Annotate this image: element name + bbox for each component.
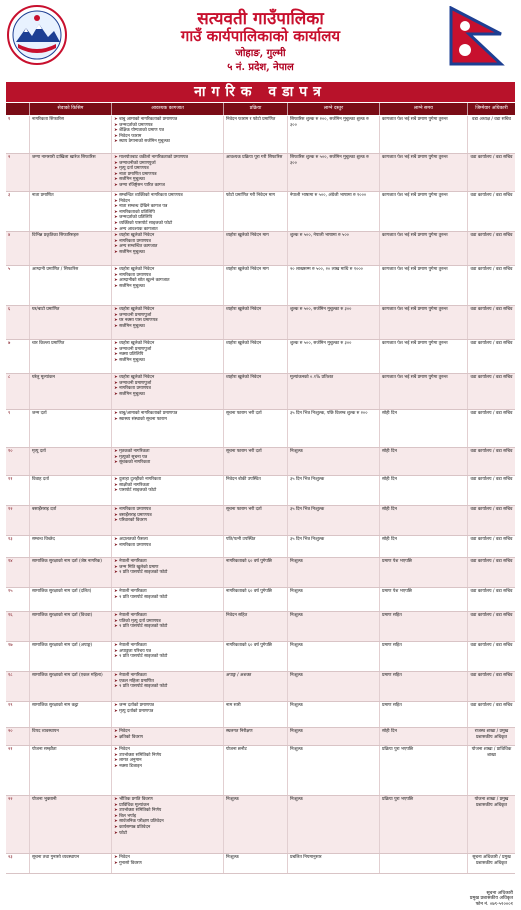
required-docs-cell xyxy=(112,702,224,727)
row-number-cell: १९ xyxy=(6,702,30,727)
doc-item: ➤ व्यहोरा खुलेको निवेदन xyxy=(114,341,221,347)
table-row xyxy=(6,854,515,874)
time-taken-cell: सोही दिन xyxy=(380,536,468,557)
responsible-officer-cell: वडा कार्यालय / वडा सचिव xyxy=(470,193,513,198)
row-number-cell: १५ xyxy=(6,588,30,611)
process-cell: स्थलगत निरीक्षण xyxy=(224,728,288,745)
doc-item: ➤ सर्जमिन मुचुल्का xyxy=(114,177,221,183)
required-docs-cell xyxy=(112,558,224,587)
doc-item: ➤ क्षतिको विवरण xyxy=(114,735,221,741)
doc-item: ➤ नेपाली नागरिकता xyxy=(114,613,221,619)
table-row xyxy=(6,588,515,612)
doc-item: ➤ नागरिकता प्रमाणपत्र xyxy=(114,239,221,245)
doc-item: ➤ प्राविधिक मूल्यांकन xyxy=(114,803,221,809)
service-name-cell: सामाजिक सुरक्षाको नाम दर्ता (अपाङ्ग) xyxy=(30,642,112,671)
process-cell: व्यहोरा खुलेको निवेदन xyxy=(224,374,288,409)
fee-cell: निःशुल्क xyxy=(288,672,380,701)
service-name-cell: विभिन्न प्रकृतिका सिफारिसहरु xyxy=(30,232,112,265)
table-row xyxy=(6,116,515,154)
responsible-officer-cell: वडा कार्यालय / वडा सचिव xyxy=(470,341,513,346)
fee-cell: शुल्क रु ५००, सर्जमिन मुचुल्का रु ३०० xyxy=(288,306,380,339)
process-cell: फोटो प्रमाणित गरी निवेदन माग xyxy=(224,192,288,231)
row-number-cell: ९ xyxy=(6,410,30,447)
required-docs-cell xyxy=(112,374,224,409)
time-taken-cell: कागजात पेश भई सबै प्रमाण पुगेमा तुरुन्त xyxy=(380,154,468,191)
row-number-cell: ७ xyxy=(6,340,30,373)
service-name-cell: विवाह दर्ता xyxy=(30,476,112,505)
table-row xyxy=(6,728,515,746)
col-header-no: क्र.स. xyxy=(6,103,30,115)
fee-cell: शुल्क रु ५००, सर्जमिन मुचुल्का रु ३०० xyxy=(288,340,380,373)
service-name-cell: जग्गा नामसारी दाखिला खारेज सिफारिस xyxy=(30,154,112,191)
service-name-cell: सामाजिक सुरक्षाको नाम कट्टा xyxy=(30,702,112,727)
doc-item: ➤ नागरिकता प्रमाणपत्र xyxy=(114,273,221,279)
required-docs-cell xyxy=(112,306,224,339)
doc-item: ➤ निवेदन xyxy=(114,855,221,861)
fee-cell: सिफारिस शुल्क रु ५००, सर्जमिन मुचुल्का शुल्क रु ३०० xyxy=(288,154,380,191)
table-row xyxy=(6,506,515,536)
time-taken-cell: कागजात पेश भई सबै प्रमाण पुगेमा तुरुन्त xyxy=(380,306,468,339)
required-docs-cell xyxy=(112,154,224,191)
row-number-cell: २१ xyxy=(6,746,30,795)
time-taken-cell: प्रमाण सहित xyxy=(380,672,468,701)
doc-item: ➤ शैक्षिक योग्यताको प्रमाण पत्र xyxy=(114,128,221,134)
doc-item: ➤ नागरिकताको प्रतिलिपि xyxy=(114,210,221,216)
responsible-officer-cell: सूचना अधिकारी / प्रमुख प्रशासकीय अधिकृत xyxy=(472,855,511,866)
row-number-cell: २ xyxy=(6,154,30,191)
doc-item: ➤ निवेदन फाराम xyxy=(114,134,221,140)
responsible-officer-cell: वडा कार्यालय / वडा सचिव xyxy=(470,477,513,482)
fee-cell: प्रचलित नियमानुसार xyxy=(288,854,380,873)
responsible-officer-cell: वडा कार्यालय / वडा सचिव xyxy=(470,589,513,594)
table-row xyxy=(6,558,515,588)
row-number-cell: १२ xyxy=(6,506,30,535)
doc-item: ➤ बाबु/आमाको नागरिकताको प्रमाणपत्र xyxy=(114,411,221,417)
doc-item: ➤ नागरिकता प्रमाणपत्र xyxy=(114,543,221,549)
fee-cell: ३५ दिन भित्र निःशुल्क, पछि विलम्ब शुल्क रु २०० xyxy=(288,410,380,447)
doc-item: ➤ स्वास्थ्य संस्थाको सूचना फाराम xyxy=(114,417,221,423)
fee-cell: ३५ दिन भित्र निःशुल्क xyxy=(288,476,380,505)
responsible-officer-cell: वडा कार्यालय / वडा सचिव xyxy=(470,613,513,618)
required-docs-cell xyxy=(112,796,224,853)
process-cell: निवेदन फाराम र फोटो प्रमाणित xyxy=(224,116,288,153)
doc-item: ➤ २ प्रति पासपोर्ट साइजको फोटो xyxy=(114,654,221,660)
time-taken-cell: कागजात पेश भई सबै प्रमाण पुगेमा तुरुन्त xyxy=(380,232,468,265)
responsible-officer-cell: वडा कार्यालय / वडा सचिव xyxy=(470,411,513,416)
service-name-cell: बसाइँसराइ दर्ता xyxy=(30,506,112,535)
doc-item: ➤ नेपाली नागरिकता xyxy=(114,643,221,649)
time-taken-cell: कागजात पेश भई सबै प्रमाण पुगेमा तुरुन्त xyxy=(380,116,468,153)
time-taken-cell: सोही दिन xyxy=(380,728,468,745)
required-docs-cell xyxy=(112,506,224,535)
process-cell: नागरिकताको ६० वर्ष पुगेपछि xyxy=(224,558,288,587)
fee-cell: निःशुल्क xyxy=(288,612,380,641)
required-docs-cell xyxy=(112,612,224,641)
process-cell: नागरिकताको ६० वर्ष पुगेपछि xyxy=(224,588,288,611)
row-number-cell: १ xyxy=(6,116,30,153)
process-cell: निःशुल्क xyxy=(224,796,288,853)
row-number-cell: १७ xyxy=(6,642,30,671)
fee-cell: ३५ दिन भित्र निःशुल्क xyxy=(288,506,380,535)
fee-cell: निःशुल्क xyxy=(288,642,380,671)
doc-item: ➤ साक्षीको नागरिकता xyxy=(114,483,221,489)
service-name-cell: योजना भुक्तानी xyxy=(30,796,112,853)
fee-cell: निःशुल्क xyxy=(288,796,380,853)
row-number-cell: १० xyxy=(6,448,30,475)
service-name-cell: सामाजिक सुरक्षाको नाम दर्ता (दलित) xyxy=(30,588,112,611)
service-name-cell: विपद व्यवस्थापन xyxy=(30,728,112,745)
row-number-cell: २० xyxy=(6,728,30,745)
doc-item: ➤ बिल भर्पाइ xyxy=(114,814,221,820)
responsible-officer-cell: राजस्व शाखा / प्रमुख प्रशासकीय अधिकृत xyxy=(474,729,509,740)
row-number-cell: ४ xyxy=(6,232,30,265)
time-taken-cell: प्रक्रिया पुरा भएपछि xyxy=(380,746,468,795)
doc-item: ➤ नक्सा डिजाइन xyxy=(114,764,221,770)
process-cell: आवश्यक प्रक्रिया पूरा गरी सिफारिस xyxy=(224,154,288,191)
required-docs-cell xyxy=(112,476,224,505)
row-number-cell: १३ xyxy=(6,536,30,557)
time-taken-cell: सोही दिन xyxy=(380,448,468,475)
doc-item: ➤ जग्गा रजिष्ट्रेसन पारित कागज xyxy=(114,183,221,189)
doc-item: ➤ जन्म मिति खुलेको प्रमाण xyxy=(114,565,221,571)
required-docs-cell xyxy=(112,642,224,671)
responsible-officer-cell: वडा कार्यालय / वडा सचिव xyxy=(470,449,513,454)
doc-item: ➤ २ प्रति पासपोर्ट साइजको फोटो xyxy=(114,570,221,576)
nepal-flag-icon xyxy=(447,6,513,66)
doc-item: ➤ दुलाहा दुलहीको नागरिकता xyxy=(114,477,221,483)
doc-item: ➤ सर्जमिन मुचुल्का xyxy=(114,324,221,330)
citizen-charter-banner: नागरिक वडापत्र xyxy=(6,82,515,102)
doc-item: ➤ अपाङ्गता परिचय पत्र xyxy=(114,649,221,655)
doc-item: ➤ नक्सा प्रतिलिपि xyxy=(114,352,221,358)
time-taken-cell: सोही दिन xyxy=(380,476,468,505)
fee-cell: २० लाखसम्म रु ५००, २० लाख माथि रु १००० xyxy=(288,266,380,305)
table-row xyxy=(6,536,515,558)
required-docs-cell xyxy=(112,192,224,231)
responsible-officer-cell: वडा कार्यालय / वडा सचिव xyxy=(470,643,513,648)
municipality-emblem-icon xyxy=(6,4,68,66)
table-row xyxy=(6,476,515,506)
time-taken-cell: प्रक्रिया पुरा भएपछि xyxy=(380,796,468,853)
row-number-cell: १८ xyxy=(6,672,30,701)
process-cell: निवेदन बोकी उपस्थित xyxy=(224,476,288,505)
doc-item: ➤ नेपाली नागरिकता xyxy=(114,559,221,565)
doc-item: ➤ जग्गाधनी प्रमाणपुर्जा xyxy=(114,313,221,319)
fee-cell: ३५ दिन भित्र निःशुल्क xyxy=(288,536,380,557)
table-row xyxy=(6,702,515,728)
header xyxy=(0,0,521,78)
row-number-cell: २३ xyxy=(6,854,30,873)
doc-item: ➤ २ प्रति पासपोर्ट साइजको फोटो xyxy=(114,595,221,601)
service-name-cell: आम्दानी प्रमाणित / सिफारिस xyxy=(30,266,112,305)
table-row xyxy=(6,448,515,476)
row-number-cell: ३ xyxy=(6,192,30,231)
col-header-fee: लाग्ने दस्तुर xyxy=(288,103,380,115)
responsible-officer-cell: वडा कार्यालय / वडा सचिव xyxy=(470,155,513,160)
doc-item: ➤ व्यहोरा खुलेको निवेदन xyxy=(114,267,221,273)
responsible-officer-cell: वडा अध्यक्ष / वडा सचिव xyxy=(472,117,511,122)
service-name-cell: घरेलु मूल्यांकन xyxy=(30,374,112,409)
process-cell: सूचना फाराम भरी दर्ता xyxy=(224,506,288,535)
process-cell: अपाङ्ग / अशक्त xyxy=(224,672,288,701)
service-name-cell: नाता प्रमाणित xyxy=(30,192,112,231)
required-docs-cell xyxy=(112,588,224,611)
doc-item: ➤ मृतकको नागरिकता xyxy=(114,449,221,455)
responsible-officer-cell: वडा कार्यालय / वडा सचिव xyxy=(470,537,513,542)
doc-item: ➤ व्यक्तिको पासपोर्ट साइजको फोटो xyxy=(114,221,221,227)
table-header xyxy=(6,103,515,115)
responsible-officer-cell: वडा कार्यालय / वडा सचिव xyxy=(470,267,513,272)
header-province: ५ नं. प्रदेश, नेपाल xyxy=(227,62,294,73)
doc-item: ➤ घर नक्सा पास प्रमाणपत्र xyxy=(114,318,221,324)
doc-item: ➤ मृत्युको सूचना पत्र xyxy=(114,455,221,461)
row-number-cell: १४ xyxy=(6,558,30,587)
responsible-officer-cell: वडा कार्यालय / वडा सचिव xyxy=(470,307,513,312)
service-name-cell: सामाजिक सुरक्षाको नाम दर्ता (एकल महिला) xyxy=(30,672,112,701)
doc-item: ➤ मृत्यु दर्ता प्रमाणपत्र xyxy=(114,166,221,172)
col-header-officer: जिम्मेवार अधिकारी xyxy=(475,106,508,111)
service-name-cell: सम्बन्ध विच्छेद xyxy=(30,536,112,557)
col-header-process: प्रक्रिया xyxy=(224,103,288,115)
time-taken-cell: सोही दिन xyxy=(380,410,468,447)
process-cell: व्यहोरा खुलेको निवेदन xyxy=(224,340,288,373)
time-taken-cell: कागजात पेश भई सबै प्रमाण पुगेमा तुरुन्त xyxy=(380,192,468,231)
doc-item: ➤ उपभोक्ता समितिको निर्णय xyxy=(114,808,221,814)
doc-item: ➤ नागरिकता प्रमाणपत्र xyxy=(114,386,221,392)
doc-item: ➤ जन्म दर्ताको प्रमाणपत्र xyxy=(114,703,221,709)
header-title-2: गाउँ कार्यपालिकाको कार्यालय xyxy=(180,27,341,45)
doc-item: ➤ व्यहोरा खुलेको निवेदन xyxy=(114,375,221,381)
process-cell: व्यहोरा खुलेको निवेदन माग xyxy=(224,232,288,265)
time-taken-cell: प्रमाण सहित xyxy=(380,642,468,671)
process-cell: निवेदन सहित xyxy=(224,612,288,641)
row-number-cell: १६ xyxy=(6,612,30,641)
doc-item: ➤ नाता सम्बन्ध देखिने कागज पत्र xyxy=(114,204,221,210)
doc-item: ➤ भौतिक प्रगति विवरण xyxy=(114,797,221,803)
time-taken-cell: कागजात पेश भई सबै प्रमाण पुगेमा तुरुन्त xyxy=(380,266,468,305)
required-docs-cell xyxy=(112,728,224,745)
service-name-cell: नागरिकता सिफारिस xyxy=(30,116,112,153)
responsible-officer-cell: वडा कार्यालय / वडा सचिव xyxy=(470,507,513,512)
footer-signature xyxy=(470,891,513,908)
doc-item: ➤ नेपाली नागरिकता xyxy=(114,673,221,679)
doc-item: ➤ जग्गाधनी प्रमाणपुर्जा xyxy=(114,381,221,387)
table-row xyxy=(6,266,515,306)
process-cell: पति/पत्नी उपस्थित xyxy=(224,536,288,557)
table-row xyxy=(6,154,515,192)
required-docs-cell xyxy=(112,340,224,373)
doc-item: ➤ आम्दानीको स्रोत खुल्ने कागजात xyxy=(114,278,221,284)
doc-item: ➤ बसाइँसराइ प्रमाणपत्र xyxy=(114,513,221,519)
doc-item: ➤ नेपाली नागरिकता xyxy=(114,589,221,595)
doc-item: ➤ सर्जमिन मुचुल्का xyxy=(114,392,221,398)
responsible-officer-cell: वडा कार्यालय / वडा सचिव xyxy=(470,703,513,708)
doc-item: ➤ २ प्रति पासपोर्ट साइजको फोटो xyxy=(114,624,221,630)
doc-item: ➤ निवेदन xyxy=(114,729,221,735)
process-cell: सूचना फाराम भरी दर्ता xyxy=(224,448,288,475)
doc-item: ➤ सर्जमिन मुचुल्का xyxy=(114,250,221,256)
doc-item: ➤ अदालतको फैसला xyxy=(114,537,221,543)
time-taken-cell: प्रमाण सहित xyxy=(380,702,468,727)
process-cell: योजना छनौट xyxy=(224,746,288,795)
process-cell: व्यहोरा खुलेको निवेदन xyxy=(224,306,288,339)
fee-cell: नेपाली भाषामा रु ५००, अंग्रेजी भाषामा रु १००० xyxy=(288,192,380,231)
table-row xyxy=(6,374,515,410)
service-name-cell: सामाजिक सुरक्षाको नाम दर्ता (जेष्ठ नागरिक) xyxy=(30,558,112,587)
table-row xyxy=(6,672,515,702)
time-taken-cell: प्रमाण पेश भएपछि xyxy=(380,558,468,587)
doc-item: ➤ स्थाय ठेगानाको सर्जमिन मुचुल्का xyxy=(114,139,221,145)
row-number-cell: ११ xyxy=(6,476,30,505)
fee-cell: निःशुल्क xyxy=(288,448,380,475)
doc-item: ➤ जग्गाधनी प्रमाणपुर्जा xyxy=(114,347,221,353)
row-number-cell: ८ xyxy=(6,374,30,409)
fee-cell: निःशुल्क xyxy=(288,702,380,727)
doc-item: ➤ परिवारको विवरण xyxy=(114,518,221,524)
time-taken-cell: कागजात पेश भई सबै प्रमाण पुगेमा तुरुन्त xyxy=(380,374,468,409)
service-name-cell: जन्म दर्ता xyxy=(30,410,112,447)
time-taken-cell: प्रमाण सहित xyxy=(380,612,468,641)
doc-item: ➤ पासपोर्ट साइजको फोटो xyxy=(114,488,221,494)
doc-item: ➤ गुनासो विवरण xyxy=(114,861,221,867)
header-address: जोहाङ, गुल्मी xyxy=(235,48,286,59)
doc-item: ➤ निवेदन xyxy=(114,199,221,205)
row-number-cell: ६ xyxy=(6,306,30,339)
footer-line-2: प्रमुख प्रशासकीय अधिकृत xyxy=(469,896,513,902)
doc-item: ➤ पतिको मृत्यु दर्ता प्रमाणपत्र xyxy=(114,619,221,625)
footer-line-1: सूचना अधिकारी xyxy=(486,890,513,896)
footer-line-3: फोन नं. ०७९-५२०००१ xyxy=(475,902,513,908)
doc-item: ➤ नाता प्रमाणित प्रमाणपत्र xyxy=(114,172,221,178)
required-docs-cell xyxy=(112,672,224,701)
required-docs-cell xyxy=(112,410,224,447)
doc-item: ➤ उपभोक्ता समितिको निर्णय xyxy=(114,753,221,759)
fee-cell: निःशुल्क xyxy=(288,588,380,611)
doc-item: ➤ व्यहोरा खुलेको निवेदन xyxy=(114,233,221,239)
doc-item: ➤ २ प्रति पासपोर्ट साइजको फोटो xyxy=(114,684,221,690)
responsible-officer-cell: वडा कार्यालय / वडा सचिव xyxy=(470,673,513,678)
doc-item: ➤ मृत्यु दर्ताको प्रमाणपत्र xyxy=(114,709,221,715)
process-cell: नागरिकताको ६० वर्ष पुगेपछि xyxy=(224,642,288,671)
process-cell: नाम सारी xyxy=(224,702,288,727)
doc-item: ➤ सर्जमिन मुचुल्का xyxy=(114,358,221,364)
service-name-cell: मृत्यु दर्ता xyxy=(30,448,112,475)
fee-cell: सिफारिस शुल्क रु २००, सर्जमिन मुचुल्का शुल्क रु ३०० xyxy=(288,116,380,153)
table-row xyxy=(6,746,515,796)
fee-cell: मूल्यांकनको ०.१% प्रतिशत xyxy=(288,374,380,409)
table-row xyxy=(6,410,515,448)
time-taken-cell xyxy=(380,854,468,873)
time-taken-cell: सोही दिन xyxy=(380,506,468,535)
required-docs-cell xyxy=(112,232,224,265)
service-name-cell: चार किल्ला प्रमाणित xyxy=(30,340,112,373)
table-row xyxy=(6,192,515,232)
process-cell: सूचना फाराम भरी दर्ता xyxy=(224,410,288,447)
doc-item: ➤ सर्जमिन मुचुल्का xyxy=(114,284,221,290)
doc-item: ➤ कार्यसम्पन्न प्रतिवेदन xyxy=(114,825,221,831)
responsible-officer-cell: वडा कार्यालय / वडा सचिव xyxy=(470,233,513,238)
doc-item: ➤ सम्बन्धित व्यक्तिको नागरिकता प्रमाणपत्र xyxy=(114,193,221,199)
table-row xyxy=(6,340,515,374)
doc-item: ➤ मालपोतबाट वकीलो नागरिकताको प्रमाणपत्र xyxy=(114,155,221,161)
time-taken-cell: कागजात पेश भई सबै प्रमाण पुगेमा तुरुन्त xyxy=(380,340,468,373)
responsible-officer-cell: योजना शाखा / प्रमुख प्रशासकीय अधिकृत xyxy=(474,797,509,808)
process-cell: व्यहोरा खुलेको निवेदन माग xyxy=(224,266,288,305)
responsible-officer-cell: वडा कार्यालय / वडा सचिव xyxy=(470,375,513,380)
header-title-1: सत्यवती गाउँपालिका xyxy=(197,9,324,29)
service-name-cell: योजना सम्झौता xyxy=(30,746,112,795)
row-number-cell: २२ xyxy=(6,796,30,853)
required-docs-cell xyxy=(112,266,224,305)
col-header-service: सेवाको किसिम xyxy=(30,103,112,115)
fee-cell: निःशुल्क xyxy=(288,728,380,745)
doc-item: ➤ अन्य सम्बन्धित कागजात xyxy=(114,244,221,250)
col-header-docs: आवश्यक कागजात xyxy=(112,103,224,115)
time-taken-cell: प्रमाण पेश भएपछि xyxy=(380,588,468,611)
doc-item: ➤ सार्वजनिक परीक्षण प्रतिवेदन xyxy=(114,819,221,825)
service-name-cell: घर/बाटो प्रमाणित xyxy=(30,306,112,339)
doc-item: ➤ लागत अनुमान xyxy=(114,758,221,764)
required-docs-cell xyxy=(112,448,224,475)
doc-item: ➤ जन्मदर्ताको प्रतिलिपि xyxy=(114,215,221,221)
doc-item: ➤ नागरिकता प्रमाणपत्र xyxy=(114,507,221,513)
doc-item: ➤ व्यहोरा खुलेको निवेदन xyxy=(114,307,221,313)
doc-item: ➤ फोटो xyxy=(114,831,221,837)
service-name-cell: सामाजिक सुरक्षाको नाम दर्ता (विधवा) xyxy=(30,612,112,641)
fee-cell: निःशुल्क xyxy=(288,746,380,795)
doc-item: ➤ सूचकको नागरिकता xyxy=(114,460,221,466)
doc-item: ➤ निवेदन xyxy=(114,747,221,753)
process-cell: निःशुल्क xyxy=(224,854,288,873)
required-docs-cell xyxy=(112,854,224,873)
required-docs-cell xyxy=(112,746,224,795)
doc-item: ➤ जन्मदर्ताको प्रमाणपत्र xyxy=(114,123,221,129)
col-header-time: लाग्ने समय xyxy=(380,103,468,115)
responsible-officer-cell: वडा कार्यालय / वडा सचिव xyxy=(470,559,513,564)
table-row xyxy=(6,306,515,340)
service-name-cell: सूचना तथा गुनासो व्यवस्थापन xyxy=(30,854,112,873)
doc-item: ➤ अन्य आवश्यक कागजात xyxy=(114,227,221,231)
responsible-officer-cell: योजना शाखा / प्राविधिक शाखा xyxy=(471,747,512,758)
fee-cell: शुल्क रु ५००, नेपाली भाषामा रु ५०० xyxy=(288,232,380,265)
doc-item: ➤ बाबु आमाको नागरिकताको प्रमाणपत्र xyxy=(114,117,221,123)
table-row xyxy=(6,642,515,672)
table-row xyxy=(6,796,515,854)
row-number-cell: ५ xyxy=(6,266,30,305)
fee-cell: निःशुल्क xyxy=(288,558,380,587)
table-row xyxy=(6,612,515,642)
required-docs-cell xyxy=(112,116,224,153)
doc-item: ➤ एकल महिला प्रमाणित xyxy=(114,679,221,685)
table-row xyxy=(6,232,515,266)
doc-item: ➤ जग्गाधनीको प्रमाणपुर्जा xyxy=(114,161,221,167)
required-docs-cell xyxy=(112,536,224,557)
